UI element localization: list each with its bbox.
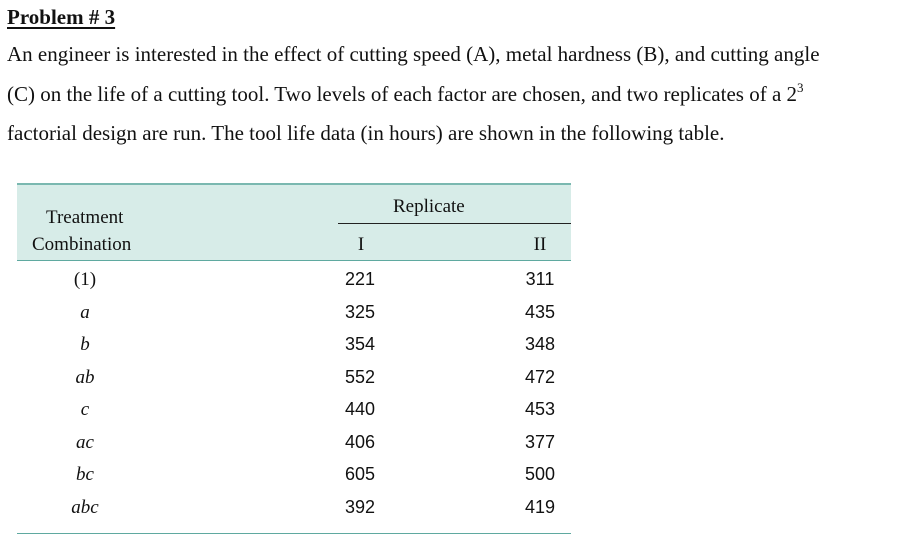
problem-text-line-3: factorial design are run. The tool life data (in hours) are shown in the following table.	[7, 121, 725, 145]
replicate-I-cell: 392	[344, 496, 376, 517]
table-row	[17, 464, 571, 497]
table-row	[17, 334, 571, 367]
header-combination: Combination	[32, 234, 132, 255]
header-col-I: I	[357, 234, 365, 255]
replicate-II-cell: 377	[524, 431, 556, 452]
table-row	[17, 399, 571, 432]
problem-text-line-2	[7, 82, 907, 107]
replicate-II-cell: 435	[524, 301, 556, 322]
header-col-II: II	[533, 234, 547, 255]
exponent-superscript: 3	[797, 80, 804, 95]
replicate-I-cell: 406	[344, 431, 376, 452]
replicate-I-cell: 354	[344, 334, 376, 354]
replicate-II-cell: 500	[524, 464, 556, 484]
treatment-cell: (1)	[73, 269, 97, 290]
replicate-II-cell: 348	[524, 334, 556, 354]
table-bottom-rule	[17, 533, 571, 534]
treatment-cell: c	[80, 399, 90, 420]
replicate-II-cell: 311	[525, 269, 555, 289]
table-row	[17, 302, 571, 335]
problem-text-line-1: An engineer is interested in the effect of cutting speed (A), metal hardness (B), and cutting angle	[7, 42, 820, 66]
tool-life-table	[17, 183, 571, 535]
replicate-I-cell: 440	[344, 399, 376, 419]
treatment-cell: b	[80, 334, 90, 355]
header-treatment: Treatment	[46, 207, 124, 228]
replicate-II-cell: 472	[524, 366, 556, 387]
table-row	[17, 497, 571, 530]
table-row	[17, 432, 571, 465]
problem-text-line-2-body: (C) on the life of a cutting tool. Two levels of each factor are chosen, and two replicates of a 2	[7, 82, 798, 106]
header-replicate: Replicate	[393, 196, 465, 217]
treatment-cell: ab	[75, 366, 95, 388]
replicate-I-cell: 221	[344, 269, 376, 289]
replicate-II-cell: 453	[524, 399, 556, 419]
replicate-I-cell: 325	[344, 301, 376, 322]
replicate-II-cell: 419	[524, 496, 556, 517]
replicate-rule	[338, 223, 571, 224]
header-divider	[17, 260, 571, 261]
table-row	[17, 367, 571, 400]
treatment-cell: bc	[76, 464, 94, 485]
table-row	[17, 269, 571, 302]
treatment-cell: a	[80, 301, 90, 323]
replicate-I-cell: 605	[344, 464, 376, 484]
problem-title: Problem # 3	[7, 5, 116, 29]
table-body	[17, 269, 571, 529]
replicate-I-cell: 552	[344, 366, 376, 387]
treatment-cell: abc	[71, 496, 99, 518]
treatment-cell: ac	[76, 431, 94, 453]
